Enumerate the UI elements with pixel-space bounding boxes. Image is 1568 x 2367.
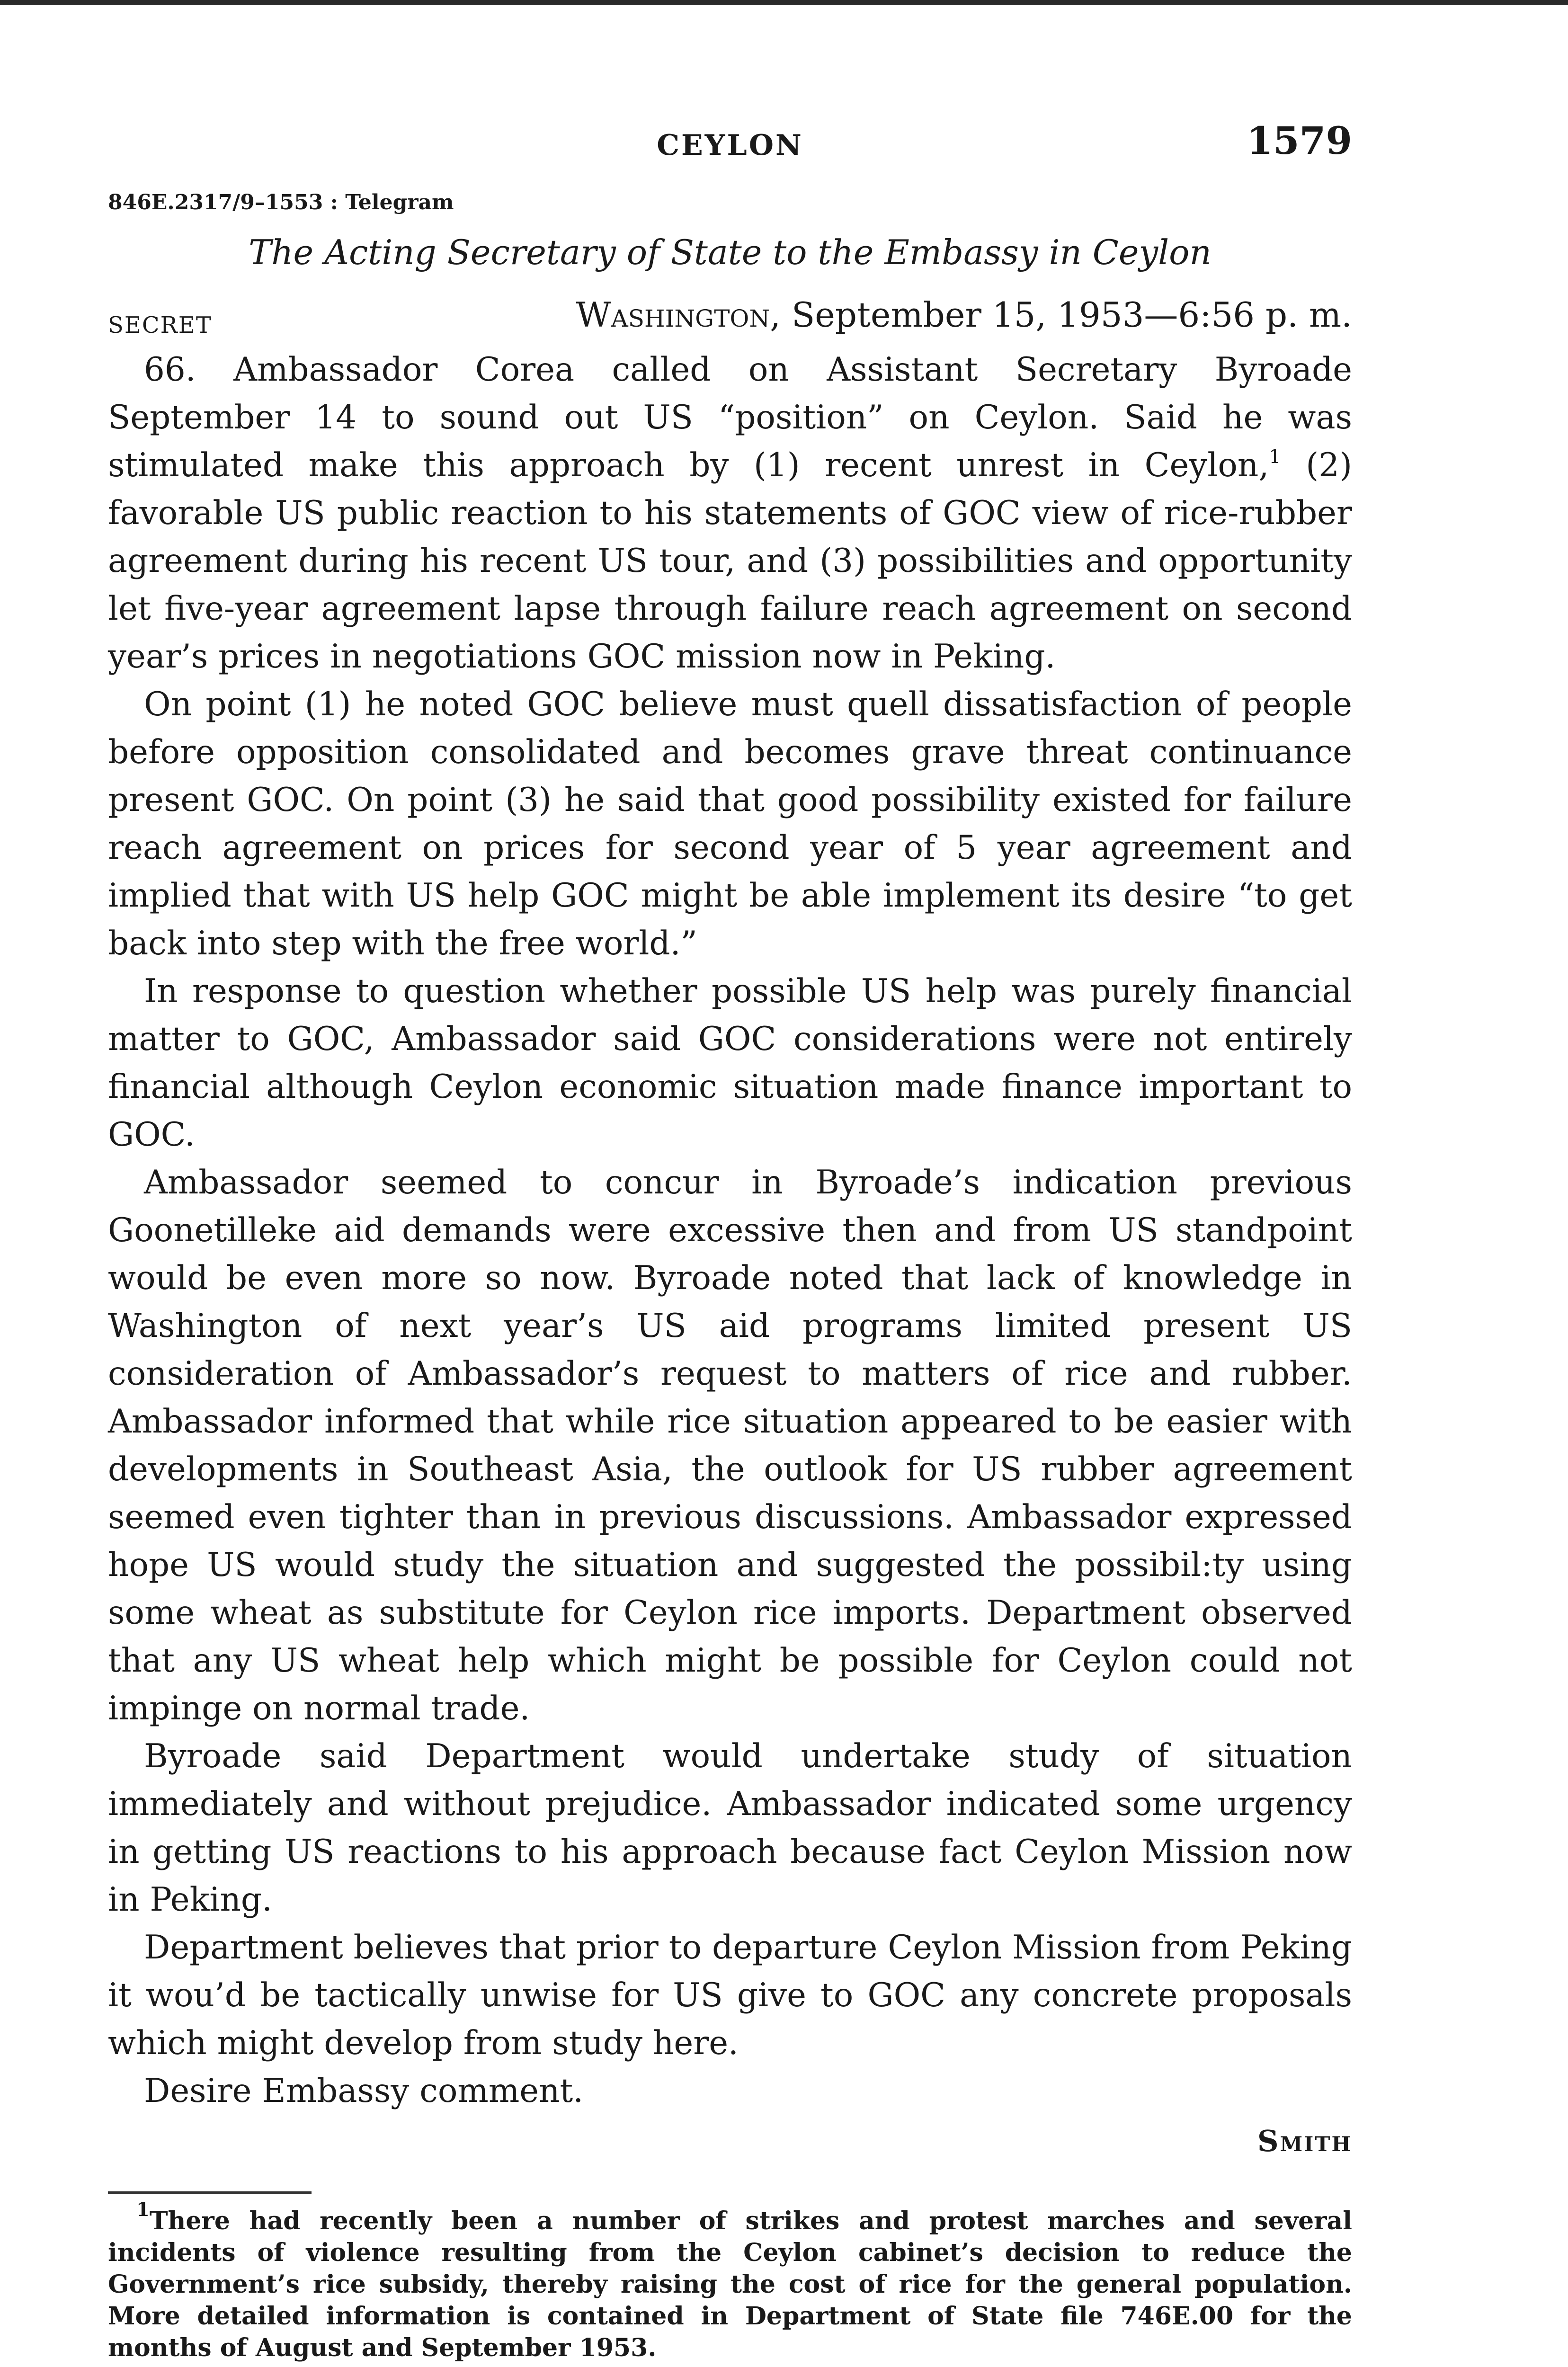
footnote	[108, 2198, 1352, 2364]
document-page	[108, 118, 1352, 2364]
running-head: CEYLON	[657, 129, 803, 162]
place-date	[576, 295, 1352, 335]
footnote-text: There had recently been a number of strikes and protest marches and several incidents of violence resulting from the Ceylon cabinet’s decision to reduce the Government’s rice subsidy, thereby raising the cost of rice for the general population. More detailed information is contained in Department of State file 746E.00 for the months of August and September 1953.	[108, 2207, 1352, 2362]
top-border-rule	[0, 0, 1568, 5]
telegram-body	[108, 346, 1352, 2115]
footnote-reference: 1	[1269, 446, 1281, 468]
page-header	[108, 118, 1352, 175]
footnote-divider	[108, 2191, 312, 2194]
place-name: Washington,	[576, 295, 781, 335]
paragraph-7: Desire Embassy comment.	[144, 2072, 584, 2110]
paragraph-5: Byroade said Department would undertake study of situation immediately and without prejudice. Ambassador indicated some urgency in getting US reactions to his approach because fact Ceylon Mission now in Peking.	[108, 1737, 1352, 1919]
file-reference: 846E.2317/9–1553 : Telegram	[108, 190, 454, 214]
paragraph-3: In response to question whether possible US help was purely financial matter to GOC, Ambassador said GOC considerations were not entirely financial although Ceylon economic situation made finance important to GOC.	[108, 972, 1352, 1154]
paragraph-4: Ambassador seemed to concur in Byroade’s indication previous Goonetilleke aid demands were excessive then and from US standpoint would be even more so now. Byroade noted that lack of knowledge in Washington of next year’s US aid programs limited present US consideration of Ambassador’s request to matters of rice and rubber. Ambassador informed that while rice situation appeared to be easier with developments in Southeast Asia, the outlook for US rubber agreement seemed even tighter than in previous discussions. Ambassador expressed hope US would study the situation and suggested the possibil:ty using some wheat as substitute for Ceylon rice imports. Department observed that any US wheat help which might be possible for Ceylon could not impinge on normal trade.	[108, 1164, 1352, 1727]
date-time: September 15, 1953—6:56 p. m.	[791, 295, 1352, 335]
paragraph-1	[108, 346, 1352, 681]
footnote-marker: 1	[136, 2198, 150, 2221]
signature: Smith	[1257, 2124, 1352, 2158]
paragraph-1-text-a: 66. Ambassador Corea called on Assistant Secretary Byroade September 14 to sound out US “position” on Ceylon. Said he was stimulated make this approach by (1) recent unrest in Ceylon,	[108, 351, 1352, 484]
paragraph-1-text-b: (2) favorable US public reaction to his statements of GOC view of rice-rubber agreement during his recent US tour, and (3) possibilities and opportunity let five-year agreement lapse through failure reach agreement on second year’s prices in negotiations GOC mission now in Peking.	[108, 446, 1352, 676]
paragraph-6: Department believes that prior to departure Ceylon Mission from Peking it wou’d be tactically unwise for US give to GOC any concrete proposals which might develop from study here.	[108, 1929, 1352, 2062]
dateline	[108, 295, 1352, 346]
page-number: 1579	[1247, 118, 1352, 163]
paragraph-2: On point (1) he noted GOC believe must quell dissatisfaction of people before opposition consolidated and becomes grave threat continuance present GOC. On point (3) he said that good possibility existed for failure reach agreement on prices for second year of 5 year agreement and implied that with US help GOC might be able implement its desire “to get back into step with the free world.”	[108, 685, 1352, 962]
classification-label: SECRET	[108, 312, 212, 338]
document-title: The Acting Secretary of State to the Embassy in Ceylon	[249, 232, 1212, 272]
